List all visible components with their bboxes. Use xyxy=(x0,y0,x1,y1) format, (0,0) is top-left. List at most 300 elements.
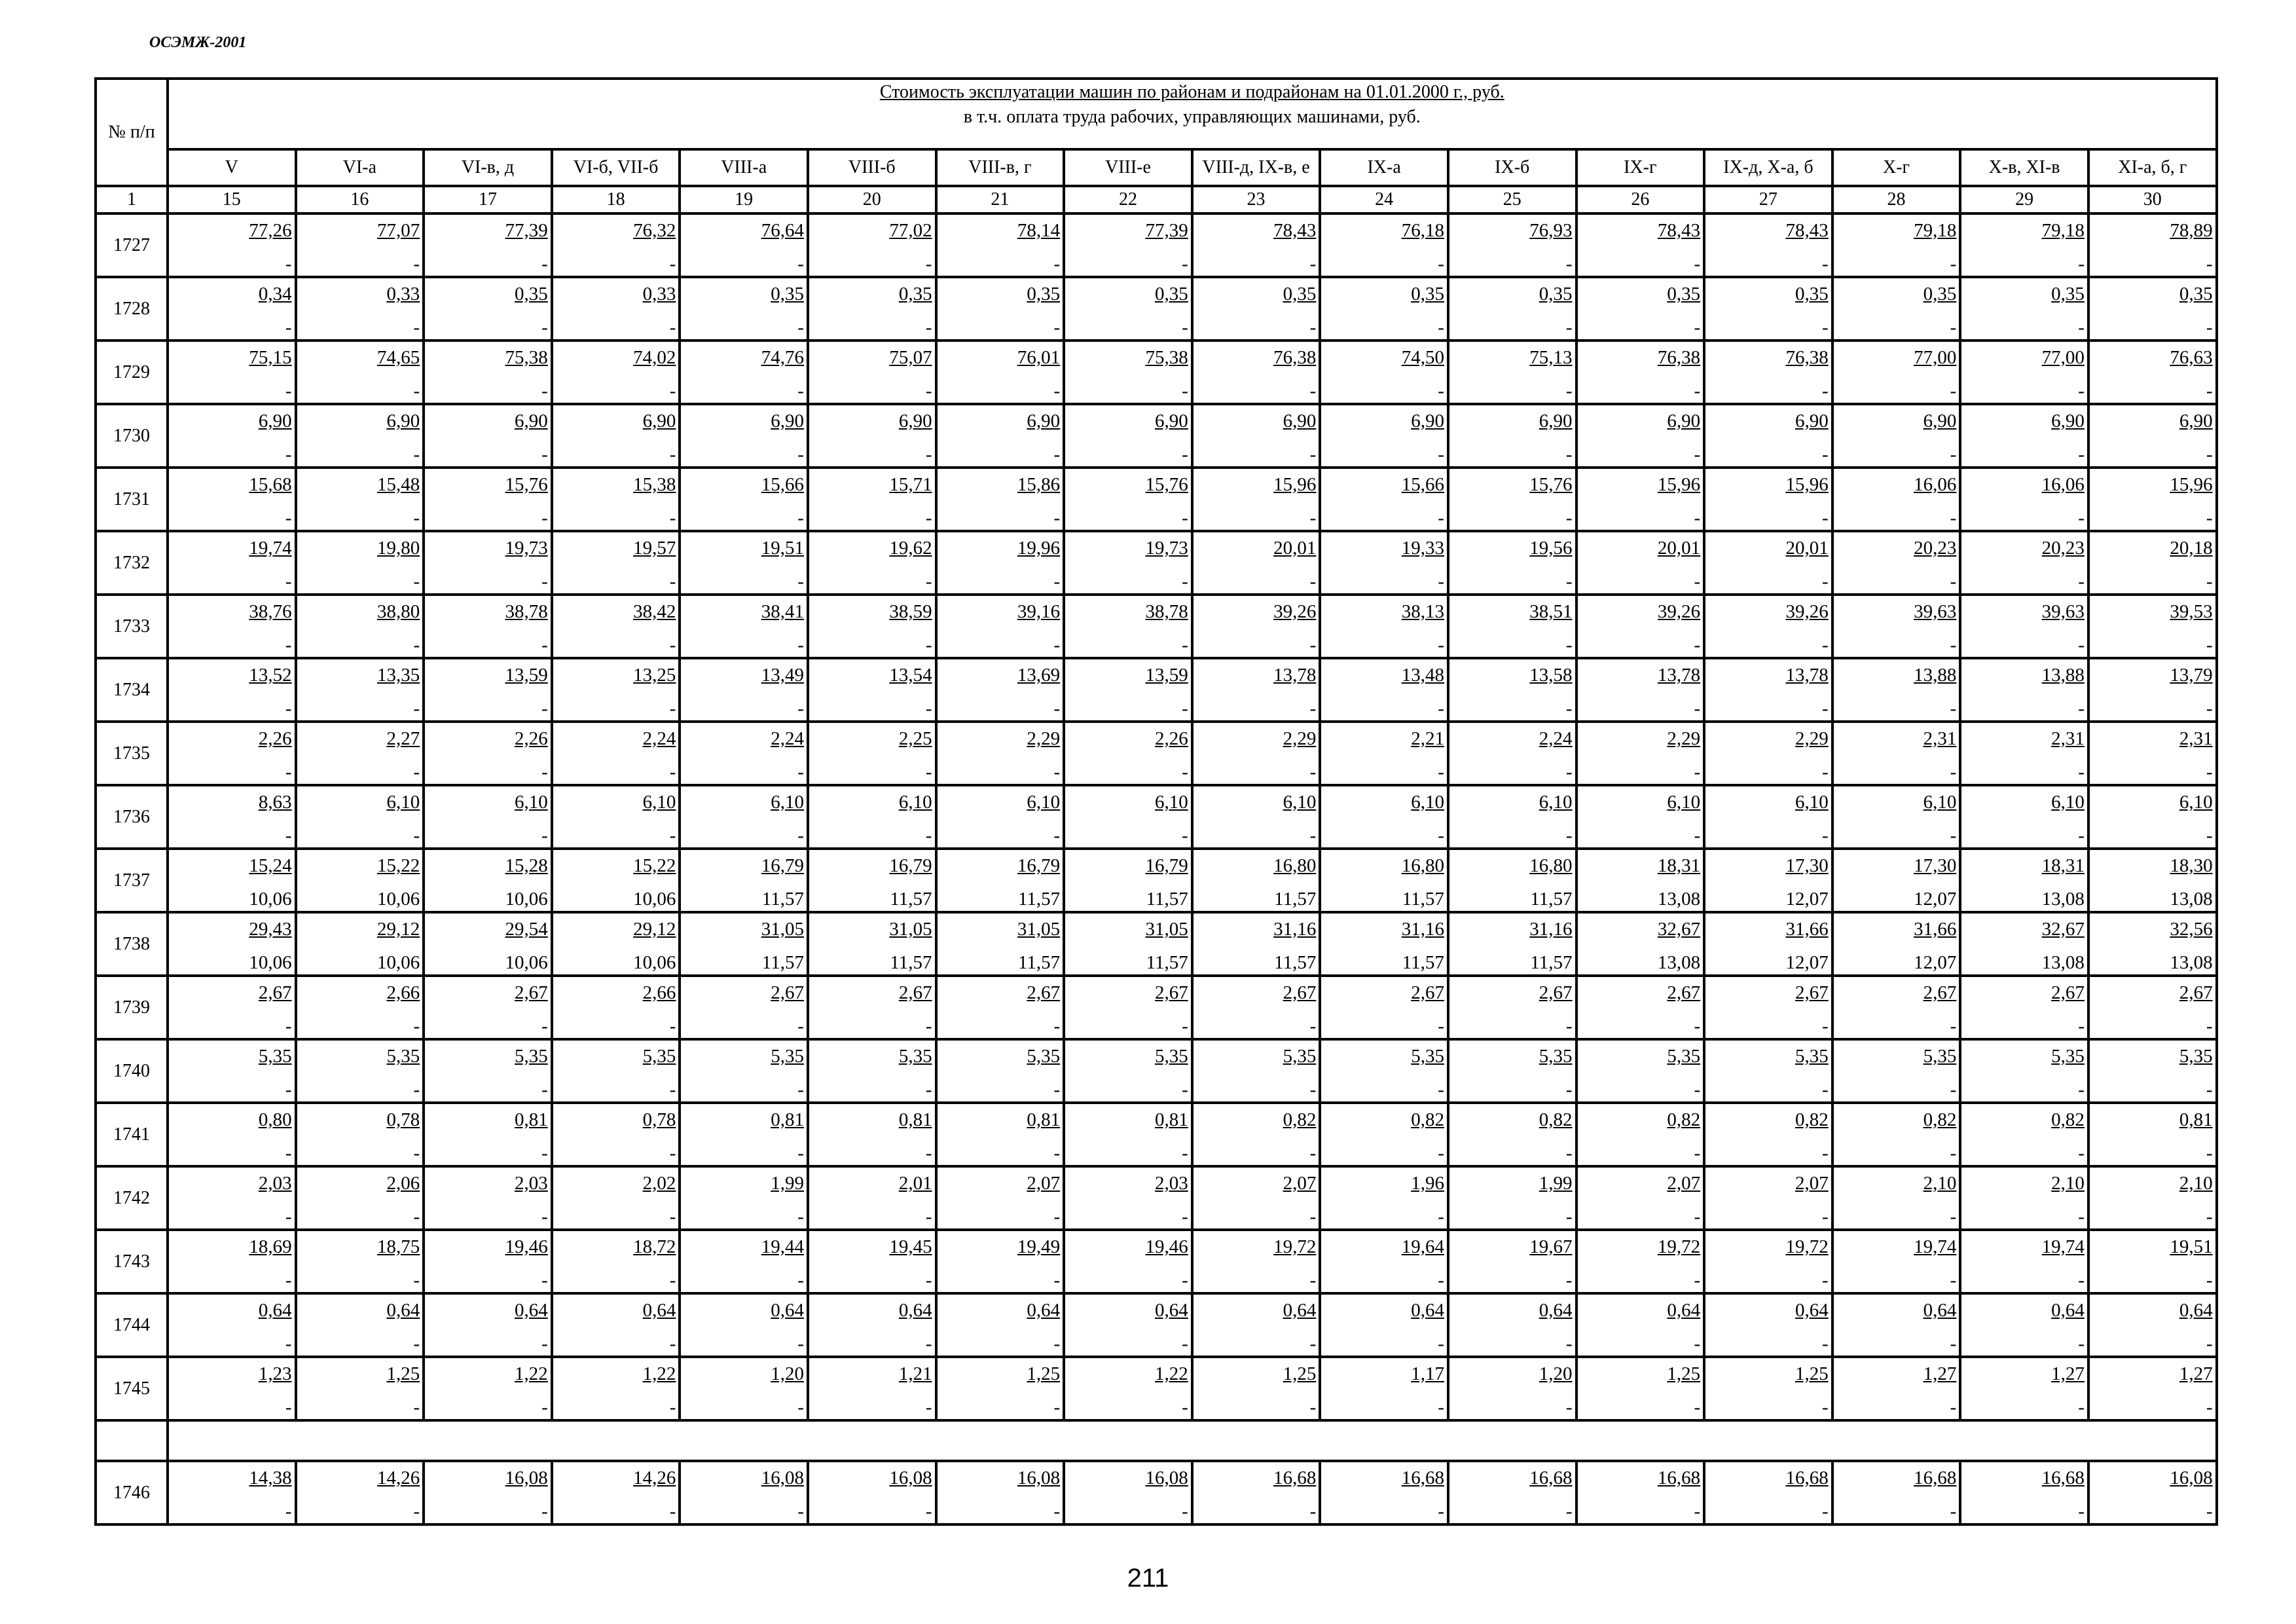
cost-value: 77,00 xyxy=(2041,347,2085,368)
value-cell xyxy=(1192,849,1321,912)
wage-value: - xyxy=(285,444,292,465)
cost-value: 77,39 xyxy=(505,220,548,241)
value-cell xyxy=(936,1103,1065,1166)
value-cell xyxy=(296,1230,424,1293)
value-cell xyxy=(808,595,936,658)
wage-value: - xyxy=(669,1270,676,1291)
wage-value: - xyxy=(541,1143,548,1164)
cost-value: 1,22 xyxy=(515,1363,548,1384)
wage-value: - xyxy=(1950,1016,1957,1037)
wage-value: - xyxy=(1309,507,1317,528)
table-row xyxy=(96,658,2217,722)
value-cell xyxy=(2088,595,2217,658)
wage-value: - xyxy=(1182,571,1188,592)
row-id: 1742 xyxy=(96,1166,168,1230)
cost-value: 0,64 xyxy=(1923,1300,1957,1321)
cost-value: 19,33 xyxy=(1401,538,1444,559)
cost-value: 2,24 xyxy=(1539,728,1573,749)
blank-cell xyxy=(96,1420,168,1461)
value-cell xyxy=(936,213,1065,277)
wage-value: - xyxy=(669,317,676,338)
cost-value: 2,67 xyxy=(258,982,292,1003)
wage-value: - xyxy=(1950,1501,1957,1522)
wage-value: - xyxy=(797,698,804,719)
wage-value: - xyxy=(1822,380,1829,401)
wage-value: - xyxy=(1822,253,1829,274)
cost-value: 14,26 xyxy=(376,1467,420,1488)
cost-value: 6,90 xyxy=(386,411,420,432)
wage-value: - xyxy=(1309,825,1317,846)
wage-value: - xyxy=(669,444,676,465)
value-cell xyxy=(552,849,680,912)
value-cell xyxy=(168,531,296,595)
column-index: 20 xyxy=(808,186,936,213)
cost-value: 17,30 xyxy=(1914,855,1957,876)
cost-value: 39,63 xyxy=(1914,601,1957,622)
wage-value: - xyxy=(541,380,548,401)
wage-value: - xyxy=(285,1079,292,1100)
cost-value: 15,71 xyxy=(889,474,932,495)
cost-value: 0,34 xyxy=(258,284,292,304)
cost-value: 5,35 xyxy=(1539,1046,1573,1067)
cost-value: 38,42 xyxy=(633,601,676,622)
cost-value: 0,64 xyxy=(1539,1300,1573,1321)
cost-value: 74,02 xyxy=(633,347,676,368)
wage-value: - xyxy=(797,444,804,465)
cost-value: 0,35 xyxy=(1667,284,1701,304)
wage-value: 11,57 xyxy=(761,889,804,910)
wage-value: - xyxy=(1438,825,1444,846)
wage-value: - xyxy=(1822,1333,1829,1354)
wage-value: - xyxy=(1438,635,1444,655)
row-id: 1733 xyxy=(96,595,168,658)
wage-value: - xyxy=(669,1397,676,1418)
wage-value: - xyxy=(1565,444,1573,465)
wage-value: - xyxy=(2206,698,2213,719)
cost-value: 13,54 xyxy=(889,665,932,686)
cost-value: 32,56 xyxy=(2170,919,2213,940)
column-index: 18 xyxy=(552,186,680,213)
value-cell xyxy=(1960,468,2088,531)
value-cell xyxy=(1960,849,2088,912)
wage-value: - xyxy=(925,1016,932,1037)
wage-value: 12,07 xyxy=(1914,889,1957,910)
value-cell xyxy=(424,277,552,341)
cost-value: 19,45 xyxy=(889,1236,932,1257)
cost-value: 13,78 xyxy=(1785,665,1829,686)
wage-value: - xyxy=(413,825,420,846)
value-cell xyxy=(1192,341,1321,404)
cost-value: 1,25 xyxy=(386,1363,420,1384)
cost-value: 16,79 xyxy=(1017,855,1061,876)
cost-value: 6,10 xyxy=(515,792,548,813)
wage-value: - xyxy=(1053,1270,1061,1291)
region-header: X-в, XI-в xyxy=(1960,149,2088,186)
value-cell xyxy=(1576,1293,1705,1357)
value-cell xyxy=(1448,658,1576,722)
wage-value: 10,06 xyxy=(633,889,676,910)
cost-value: 15,22 xyxy=(633,855,676,876)
wage-value: - xyxy=(797,1270,804,1291)
wage-value: - xyxy=(285,1016,292,1037)
wage-value: - xyxy=(1694,1079,1701,1100)
cost-value: 2,67 xyxy=(1155,982,1188,1003)
wage-value: 10,06 xyxy=(505,952,548,973)
value-cell xyxy=(552,658,680,722)
value-cell xyxy=(168,1039,296,1103)
value-cell xyxy=(424,595,552,658)
cost-value: 19,72 xyxy=(1785,1236,1829,1257)
cost-value: 16,08 xyxy=(1017,1467,1061,1488)
cost-value: 16,80 xyxy=(1273,855,1317,876)
cost-value: 1,17 xyxy=(1411,1363,1444,1384)
cost-value: 16,68 xyxy=(1914,1467,1957,1488)
blank-cell xyxy=(168,1420,2217,1461)
cost-value: 6,90 xyxy=(1667,411,1701,432)
wage-value: - xyxy=(925,1143,932,1164)
value-cell xyxy=(1960,722,2088,785)
wage-value: 12,07 xyxy=(1785,889,1829,910)
wage-value: - xyxy=(1438,1333,1444,1354)
cost-value: 76,38 xyxy=(1657,347,1701,368)
value-cell xyxy=(168,404,296,468)
wage-value: - xyxy=(2078,253,2085,274)
value-cell xyxy=(1576,1461,1705,1524)
cost-value: 1,99 xyxy=(1539,1173,1573,1194)
row-id: 1730 xyxy=(96,404,168,468)
value-cell xyxy=(1832,277,1961,341)
value-cell xyxy=(552,341,680,404)
cost-value: 19,74 xyxy=(249,538,292,559)
cost-value: 2,10 xyxy=(2051,1173,2085,1194)
cost-value: 31,05 xyxy=(1145,919,1188,940)
cost-value: 19,51 xyxy=(2170,1236,2213,1257)
cost-value: 18,31 xyxy=(2041,855,2085,876)
value-cell xyxy=(680,213,808,277)
cost-value: 2,66 xyxy=(642,982,676,1003)
wage-value: - xyxy=(2206,1397,2213,1418)
cost-value: 17,30 xyxy=(1785,855,1829,876)
region-header: IX-д, X-а, б xyxy=(1704,149,1832,186)
table-row xyxy=(96,1103,2217,1166)
value-cell xyxy=(1192,1357,1321,1420)
cost-value: 0,81 xyxy=(1027,1109,1061,1130)
cost-value: 77,39 xyxy=(1145,220,1188,241)
value-cell xyxy=(680,976,808,1039)
wage-value: - xyxy=(1438,507,1444,528)
value-cell xyxy=(296,468,424,531)
table-row xyxy=(96,976,2217,1039)
cost-value: 0,81 xyxy=(515,1109,548,1130)
wage-value: - xyxy=(1438,317,1444,338)
cost-value: 2,67 xyxy=(1795,982,1829,1003)
cost-value: 76,63 xyxy=(2170,347,2213,368)
region-header: VIII-б xyxy=(808,149,936,186)
value-cell xyxy=(1576,404,1705,468)
value-cell xyxy=(680,1230,808,1293)
wage-value: - xyxy=(285,380,292,401)
cost-value: 5,35 xyxy=(1283,1046,1317,1067)
wage-value: - xyxy=(1438,1206,1444,1227)
cost-value: 31,16 xyxy=(1529,919,1573,940)
cost-value: 6,90 xyxy=(515,411,548,432)
cost-value: 13,88 xyxy=(1914,665,1957,686)
wage-value: - xyxy=(1182,317,1188,338)
region-header: IX-б xyxy=(1448,149,1576,186)
row-id: 1739 xyxy=(96,976,168,1039)
wage-value: - xyxy=(1950,1079,1957,1100)
table-title-row xyxy=(96,79,2217,149)
wage-value: - xyxy=(669,507,676,528)
cost-value: 31,05 xyxy=(761,919,804,940)
wage-value: - xyxy=(413,762,420,783)
wage-value: - xyxy=(797,1079,804,1100)
cost-value: 13,69 xyxy=(1017,665,1061,686)
wage-value: - xyxy=(1182,1016,1188,1037)
cost-value: 38,59 xyxy=(889,601,932,622)
value-cell xyxy=(296,785,424,849)
wage-value: - xyxy=(541,1333,548,1354)
cost-value: 2,03 xyxy=(515,1173,548,1194)
cost-value: 38,78 xyxy=(505,601,548,622)
value-cell xyxy=(1576,1357,1705,1420)
column-index: 15 xyxy=(168,186,296,213)
wage-value: 11,57 xyxy=(1530,889,1573,910)
wage-value: - xyxy=(1822,317,1829,338)
wage-value: - xyxy=(1182,253,1188,274)
wage-value: - xyxy=(2206,762,2213,783)
wage-value: - xyxy=(1565,380,1573,401)
value-cell xyxy=(680,404,808,468)
cost-value: 0,35 xyxy=(2051,284,2085,304)
cost-value: 15,66 xyxy=(761,474,804,495)
table-title xyxy=(168,79,2217,149)
value-cell xyxy=(2088,1230,2217,1293)
region-header: V xyxy=(168,149,296,186)
wage-value: - xyxy=(925,507,932,528)
value-cell xyxy=(1192,595,1321,658)
value-cell xyxy=(1448,722,1576,785)
value-cell xyxy=(424,1230,552,1293)
wage-value: - xyxy=(1565,698,1573,719)
row-id: 1738 xyxy=(96,912,168,976)
cost-value: 29,43 xyxy=(249,919,292,940)
value-cell xyxy=(1576,785,1705,849)
value-cell xyxy=(1192,785,1321,849)
cost-value: 78,43 xyxy=(1273,220,1317,241)
cost-value: 1,23 xyxy=(258,1363,292,1384)
cost-value: 6,10 xyxy=(1283,792,1317,813)
cost-value: 1,96 xyxy=(1411,1173,1444,1194)
wage-value: - xyxy=(1565,1270,1573,1291)
cost-value: 15,68 xyxy=(249,474,292,495)
wage-value: - xyxy=(797,253,804,274)
region-header: VI-б, VII-б xyxy=(552,149,680,186)
wage-value: - xyxy=(1565,253,1573,274)
wage-value: - xyxy=(1053,1206,1061,1227)
cost-value: 6,10 xyxy=(1795,792,1829,813)
cost-value: 76,93 xyxy=(1529,220,1573,241)
wage-value: - xyxy=(1694,698,1701,719)
cost-value: 2,29 xyxy=(1027,728,1061,749)
cost-value: 2,10 xyxy=(2179,1173,2213,1194)
value-cell xyxy=(168,468,296,531)
value-cell xyxy=(1064,912,1192,976)
wage-value: - xyxy=(1565,635,1573,655)
cost-value: 77,07 xyxy=(376,220,420,241)
value-cell xyxy=(1960,1166,2088,1230)
wage-value: - xyxy=(925,571,932,592)
cost-value: 18,31 xyxy=(1657,855,1701,876)
value-cell xyxy=(296,341,424,404)
wage-value: - xyxy=(2078,1333,2085,1354)
wage-value: - xyxy=(2078,1016,2085,1037)
wage-value: - xyxy=(1822,698,1829,719)
value-cell xyxy=(1320,468,1448,531)
cost-value: 31,16 xyxy=(1401,919,1444,940)
value-cell xyxy=(296,595,424,658)
cost-value: 32,67 xyxy=(1657,919,1701,940)
value-cell xyxy=(424,849,552,912)
wage-value: - xyxy=(1309,1079,1317,1100)
cost-value: 16,80 xyxy=(1529,855,1573,876)
value-cell xyxy=(1320,277,1448,341)
cost-value: 2,26 xyxy=(515,728,548,749)
wage-value: - xyxy=(669,1143,676,1164)
value-cell xyxy=(1448,1230,1576,1293)
wage-value: - xyxy=(1053,762,1061,783)
value-cell xyxy=(1832,531,1961,595)
value-cell xyxy=(808,468,936,531)
cost-value: 5,35 xyxy=(1027,1046,1061,1067)
cost-value: 20,23 xyxy=(2041,538,2085,559)
cost-value: 76,38 xyxy=(1785,347,1829,368)
row-id: 1741 xyxy=(96,1103,168,1166)
wage-value: - xyxy=(2206,1333,2213,1354)
value-cell xyxy=(552,976,680,1039)
value-cell xyxy=(1576,658,1705,722)
value-cell xyxy=(552,1461,680,1524)
column-index: 21 xyxy=(936,186,1065,213)
value-cell xyxy=(168,1103,296,1166)
wage-value: - xyxy=(925,1079,932,1100)
value-cell xyxy=(1320,722,1448,785)
value-cell xyxy=(1704,1461,1832,1524)
table-title-line2: в т.ч. оплата труда рабочих, управляющих машинами, руб. xyxy=(963,107,1421,127)
value-cell xyxy=(1320,404,1448,468)
wage-value: - xyxy=(413,380,420,401)
wage-value: - xyxy=(413,698,420,719)
cost-value: 38,51 xyxy=(1529,601,1573,622)
wage-value: - xyxy=(1438,1270,1444,1291)
value-cell xyxy=(1704,468,1832,531)
wage-value: - xyxy=(1950,825,1957,846)
cost-value: 20,01 xyxy=(1657,538,1701,559)
value-cell xyxy=(1832,785,1961,849)
cost-value: 2,26 xyxy=(1155,728,1188,749)
value-cell xyxy=(936,468,1065,531)
cost-value: 0,82 xyxy=(1667,1109,1701,1130)
cost-value: 6,90 xyxy=(771,411,804,432)
wage-value: - xyxy=(1438,762,1444,783)
cost-value: 6,10 xyxy=(1155,792,1188,813)
cost-value: 75,38 xyxy=(505,347,548,368)
value-cell xyxy=(1576,1039,1705,1103)
blank-row xyxy=(96,1420,2217,1461)
wage-value: - xyxy=(1565,1501,1573,1522)
wage-value: - xyxy=(1182,825,1188,846)
cost-value: 20,01 xyxy=(1785,538,1829,559)
value-cell xyxy=(1320,1357,1448,1420)
column-index: 22 xyxy=(1064,186,1192,213)
cost-value: 2,01 xyxy=(898,1173,932,1194)
value-cell xyxy=(168,213,296,277)
value-cell xyxy=(1320,1230,1448,1293)
value-cell xyxy=(2088,658,2217,722)
wage-value: - xyxy=(797,1501,804,1522)
value-cell xyxy=(1064,531,1192,595)
value-cell xyxy=(808,658,936,722)
cost-value: 2,07 xyxy=(1283,1173,1317,1194)
wage-value: - xyxy=(1694,1270,1701,1291)
table-row xyxy=(96,595,2217,658)
value-cell xyxy=(1704,213,1832,277)
value-cell xyxy=(168,849,296,912)
value-cell xyxy=(808,1103,936,1166)
value-cell xyxy=(1704,1357,1832,1420)
wage-value: - xyxy=(1694,253,1701,274)
wage-value: - xyxy=(1309,1397,1317,1418)
value-cell xyxy=(296,1103,424,1166)
wage-value: - xyxy=(1053,1143,1061,1164)
cost-value: 74,65 xyxy=(376,347,420,368)
wage-value: - xyxy=(541,1206,548,1227)
value-cell xyxy=(1448,341,1576,404)
wage-value: - xyxy=(1822,635,1829,655)
cost-value: 16,79 xyxy=(889,855,932,876)
value-cell xyxy=(808,213,936,277)
wage-value: 11,57 xyxy=(1402,952,1444,973)
value-cell xyxy=(1960,912,2088,976)
value-cell xyxy=(168,1461,296,1524)
wage-value: - xyxy=(413,1143,420,1164)
wage-value: 11,57 xyxy=(1274,952,1317,973)
wage-value: - xyxy=(1822,1397,1829,1418)
value-cell xyxy=(1832,1039,1961,1103)
wage-value: - xyxy=(797,1206,804,1227)
cost-value: 2,67 xyxy=(515,982,548,1003)
cost-value: 19,44 xyxy=(761,1236,804,1257)
value-cell xyxy=(424,341,552,404)
value-cell xyxy=(808,1293,936,1357)
cost-value: 2,03 xyxy=(258,1173,292,1194)
wage-value: - xyxy=(413,444,420,465)
wage-value: - xyxy=(1565,1079,1573,1100)
value-cell xyxy=(1960,213,2088,277)
wage-value: - xyxy=(1822,444,1829,465)
value-cell xyxy=(1064,722,1192,785)
cost-value: 0,64 xyxy=(1027,1300,1061,1321)
value-cell xyxy=(1320,341,1448,404)
cost-value: 6,90 xyxy=(258,411,292,432)
cost-value: 2,07 xyxy=(1027,1173,1061,1194)
value-cell xyxy=(936,404,1065,468)
wage-value: - xyxy=(2206,1501,2213,1522)
value-cell xyxy=(1832,213,1961,277)
wage-value: - xyxy=(797,1333,804,1354)
cost-value: 76,01 xyxy=(1017,347,1061,368)
cost-value: 6,90 xyxy=(1923,411,1957,432)
